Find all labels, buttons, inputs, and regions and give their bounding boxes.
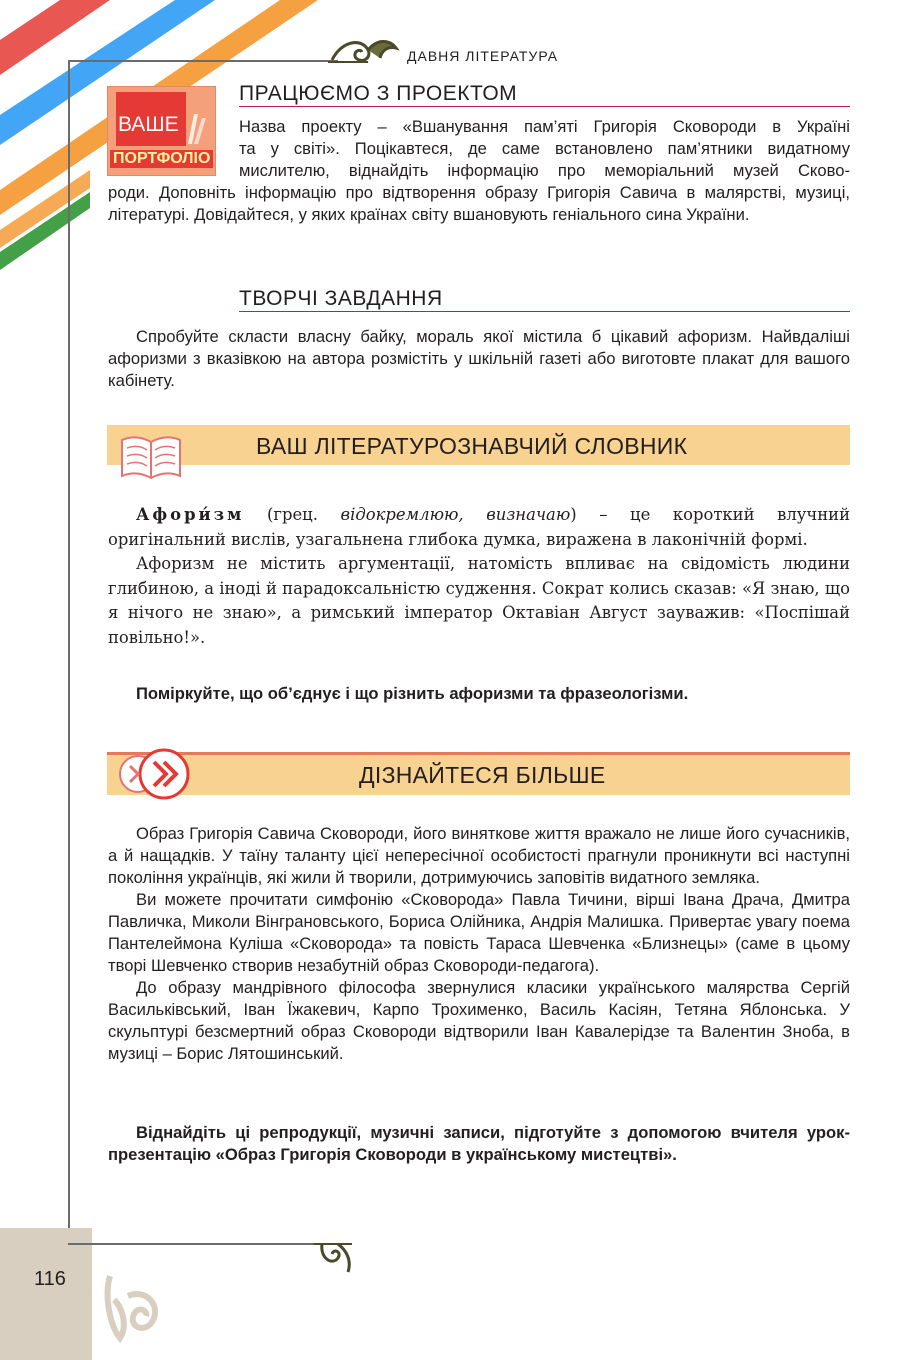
ornament-bottom-icon — [312, 1236, 358, 1278]
dictionary-definition-text: ) – це короткий влучний оригінальний вислів, узагальнена глибока думка, виражена в лаконічній формі. — [108, 505, 851, 549]
creative-text — [108, 326, 850, 392]
page-corner — [0, 1228, 92, 1360]
bottom-rule — [68, 1243, 338, 1245]
dictionary-paragraph-2: Афоризм не містить аргументації, натомість впливає на свідомість людини глибиною, а іноді й парадоксальністю судження. Сократ колись сказав: «Я знаю, що я нічого не знаю», а римський імператор Октавіан Август зауважив: «Поспішай повільно!». — [108, 554, 850, 647]
page-number: 116 — [34, 1268, 66, 1290]
dictionary-question: Поміркуйте, що об’єднує і що різнить афоризми та фразеологізми. — [136, 684, 689, 703]
books-icon — [186, 110, 208, 146]
margin-line — [68, 60, 70, 1245]
badge-line1: ВАШЕ — [118, 113, 179, 136]
creative-paragraph: Спробуйте скласти власну байку, мораль якої містила б цікавий афоризм. Найвдаліші афоризми з вказівкою на автора розмістіть у шкільній газеті або виготовте плакат для вашого кабінету. — [108, 327, 850, 390]
forward-arrows-icon — [116, 744, 192, 802]
project-title-rule — [239, 106, 850, 107]
running-head: ДАВНЯ ЛІТЕРАТУРА — [407, 48, 559, 64]
learn-more-task — [108, 1122, 850, 1166]
dictionary-title: ВАШ ЛІТЕРАТУРОЗНАВЧИЙ СЛОВНИК — [256, 433, 688, 459]
learn-more-text — [108, 823, 850, 1065]
top-rule — [68, 60, 338, 62]
project-text-top — [239, 116, 850, 182]
learn-more-title: ДІЗНАЙТЕСЯ БІЛЬШЕ — [359, 762, 606, 788]
dictionary-origin-prefix: (грец. — [267, 505, 341, 524]
project-line-2: та у світі». Поцікавтеся, де саме встановлено пам’ятники видатному — [239, 139, 850, 158]
dictionary-term: Афори́зм — [136, 505, 245, 524]
project-line-3: мислителю, віднайдіть інформацію про меморіальний музей Сково- — [239, 161, 850, 180]
learn-more-paragraph-1: Образ Григорія Савича Сковороди, його винятковe життя вражало не лише його сучасників, а й нащадків. У таїну таланту цієї непересічної особистості прагнули проникнути всі наступні покоління українців, які жили й творили, дотримуючись заповітів видатного земляка. — [108, 824, 850, 887]
learn-more-paragraph-2: Ви можете прочитати симфонію «Сковорода» Павла Тичини, вірші Івана Драча, Дмитра Павличка, Миколи Вінграновського, Бориса Олійника, Андрія Малишка. Привертає увагу поема Пантелеймона Куліша «Сковорода» та повість Тараса Шевченка «Близнецы» (саме в цьому творі Шевченко створив незабутній образ Сковороди-педагога). — [108, 890, 850, 975]
dictionary-definition — [108, 503, 850, 552]
dictionary-text — [108, 503, 850, 650]
open-book-icon — [118, 432, 184, 482]
project-title: ПРАЦЮЄМО З ПРОЕКТОМ — [239, 82, 518, 105]
flourish-icon — [100, 1266, 166, 1346]
badge-line2: ПОРТФОЛІО — [110, 150, 213, 168]
creative-title: ТВОРЧІ ЗАВДАННЯ — [239, 287, 443, 310]
learn-more-task-text: Віднайдіть ці репродукції, музичні записи, підготуйте з допомогою вчителя урок-презентацію «Образ Григорія Сковороди в українському мистецтві». — [108, 1123, 850, 1164]
project-line-1: Назва проекту – «Вшанування пам’яті Григорія Сковороди в Україні — [239, 117, 850, 136]
ornament-top-icon — [328, 34, 400, 70]
learn-more-paragraph-3: До образу мандрівного філософа звернулися класики українського малярства Сергій Васильківський, Іван Їжакевич, Карпо Трохименко, Василь Касіян, Тетяна Яблонська. У скульптурі безсмертний образ Сковороди відтворили Іван Кавалерідзе та Валентин Зноба, в музиці – Борис Лятошинський. — [108, 978, 850, 1063]
dictionary-origin: відокремлюю, визначаю — [340, 505, 571, 524]
creative-title-rule — [239, 311, 850, 312]
project-text-rest: роди. Доповніть інформацію про відтворення образу Григорія Савича в малярстві, музиці, літературі. Довідайтеся, у яких країнах світу вшановують геніального сина України. — [108, 183, 850, 224]
